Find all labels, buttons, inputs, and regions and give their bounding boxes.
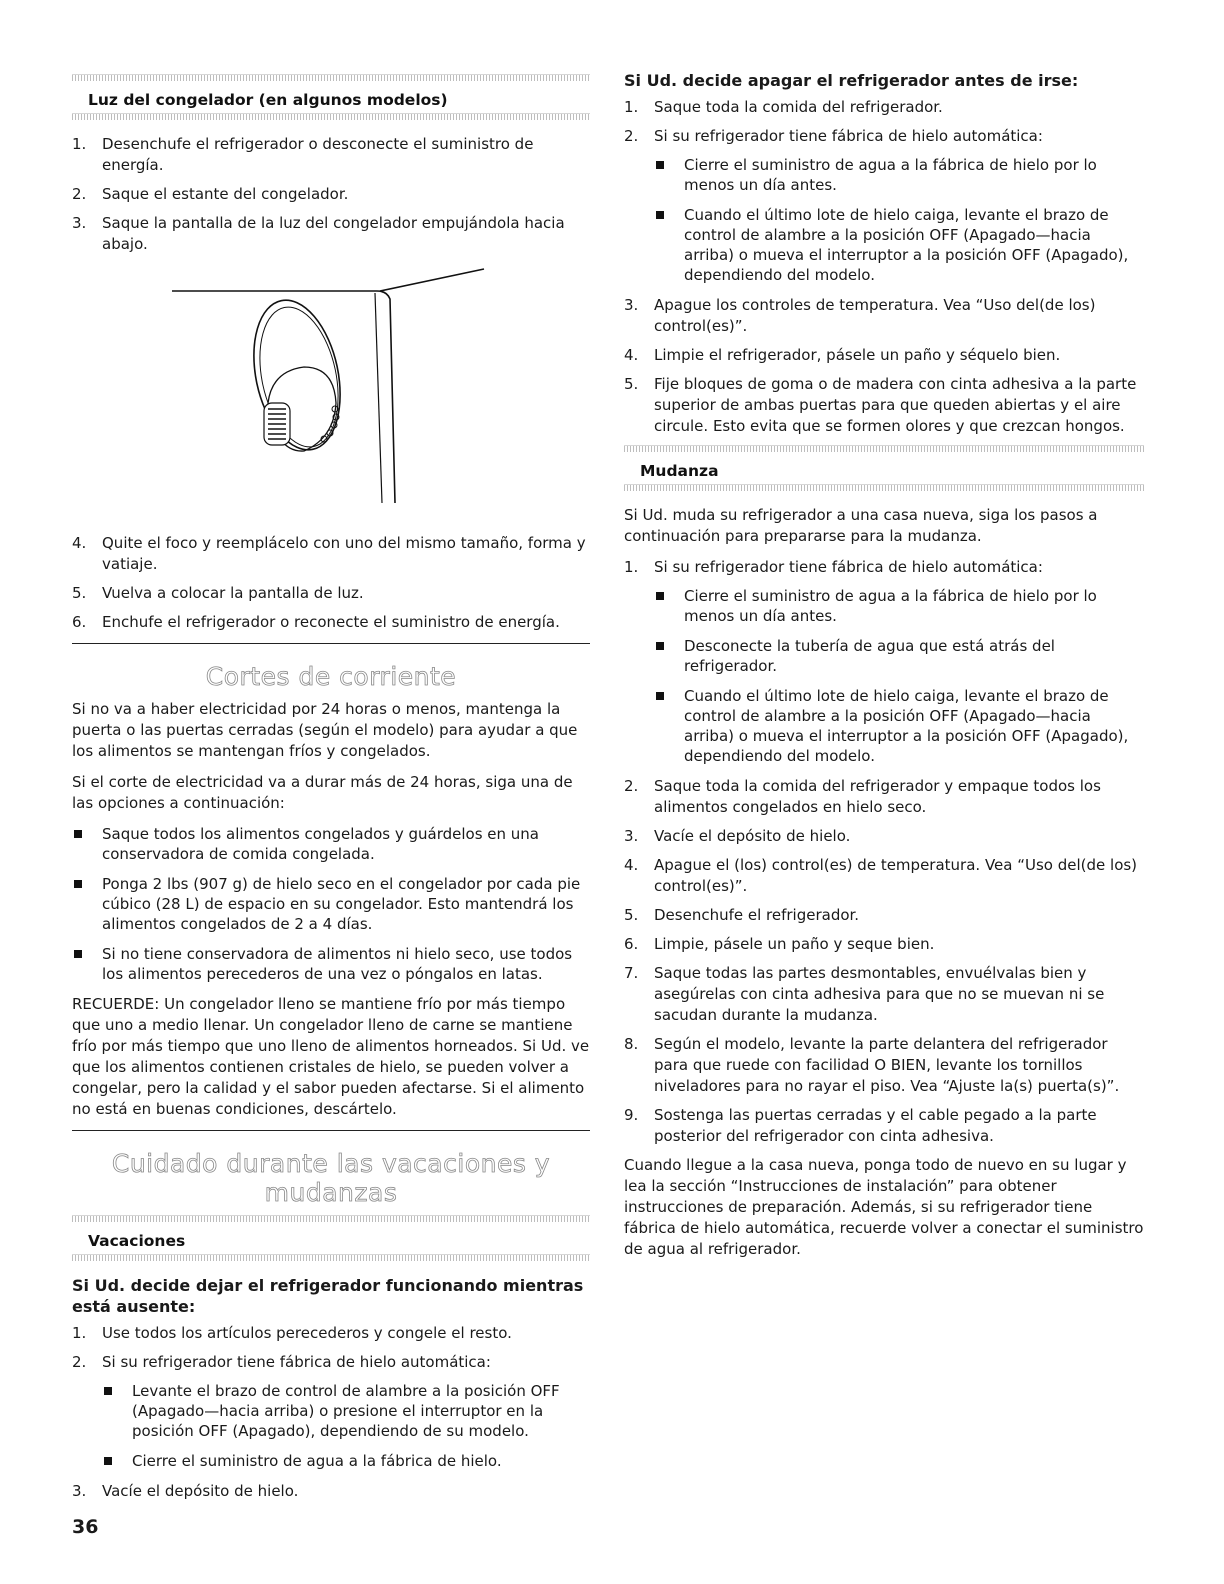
light-shield-drawing: [72, 263, 590, 523]
moving-steps: [624, 557, 1144, 1147]
list-item: 5. Desenchufe el refrigerador.: [624, 906, 860, 924]
freezer-light-steps-a: [72, 134, 590, 255]
list-item: Desconecte la tubería de agua que está atrás del refrigerador.: [654, 636, 1144, 676]
hatch-divider: [624, 445, 1144, 452]
bullet-square-icon: [104, 1457, 112, 1465]
vacations-heading-block: [72, 1215, 590, 1261]
list-item: 5. Fije bloques de goma o de madera con cinta adhesiva a la parte superior de ambas puertas para que queden abiertas y el aire circule. Esto evita que se formen olores y que crezcan hongos.: [624, 375, 1137, 435]
list-item: 7. Saque todas las partes desmontables, envuélvalas bien y asegúrelas con cinta adhesiva para que no se muevan ni se sacudan durante la mudanza.: [624, 964, 1105, 1024]
freezer-light-heading: Luz del congelador (en algunos modelos): [88, 91, 448, 109]
hatch-divider: [72, 1215, 590, 1222]
remember-note: RECUERDE: Un congelador lleno se mantiene frío por más tiempo que uno a medio llenar. Un congelador lleno de carne se mantiene frío por más tiempo que uno lleno de alimentos horneados. Si Ud. ve que los alimentos contienen cristales de hielo, se pueden volver a congelar, pero la calidad y el sabor pueden afectarse. Si el alimento no está en buenas condiciones, descártelo.: [72, 995, 590, 1118]
running-while-away-heading: Si Ud. decide dejar el refrigerador funcionando mientras está ausente:: [72, 1276, 584, 1316]
list-item: 4. Limpie el refrigerador, pásele un paño y séquelo bien.: [624, 346, 1061, 364]
list-item: Levante el brazo de control de alambre a la posición OFF (Apagado—hacia arriba) o presione el interruptor en la posición OFF (Apagado), dependiendo de su modelo.: [102, 1381, 590, 1441]
list-item: 9. Sostenga las puertas cerradas y el cable pegado a la parte posterior del refrigerador con cinta adhesiva.: [624, 1106, 1097, 1145]
list-item: 4. Quite el foco y reemplácelo con uno del mismo tamaño, forma y vatiaje.: [72, 534, 586, 573]
freezer-light-illustration: [72, 263, 590, 523]
icemaker-bullets: [654, 155, 1144, 285]
list-item: 2. Si su refrigerador tiene fábrica de hielo automática: Cierre el suministro de agua a la fábrica de hielo por lo menos un día antes. Cuando el último lote de hielo caiga, levante el brazo de control de alambre a la posición OFF (Apagado—hacia arriba) o mueva el interruptor a la posición OFF (Apagado), dependiendo del modelo.: [624, 126, 1144, 285]
list-item: 3. Saque la pantalla de la luz del congelador empujándola hacia abajo.: [72, 214, 565, 253]
moving-intro: Si Ud. muda su refrigerador a una casa nueva, siga los pasos a continuación para prepararse para la mudanza.: [624, 506, 1098, 545]
right-column: [624, 70, 1144, 1270]
list-item: Cierre el suministro de agua a la fábrica de hielo por lo menos un día antes.: [654, 155, 1144, 195]
power-outage-heading: Cortes de corriente: [205, 662, 457, 691]
section-rule: [72, 1130, 590, 1131]
vacation-moving-heading: Cuidado durante las vacaciones y mudanzas: [111, 1149, 551, 1207]
list-item: 3. Apague los controles de temperatura. Vea “Uso del(de los) control(es)”.: [624, 296, 1096, 335]
list-item: 4. Apague el (los) control(es) de temperatura. Vea “Uso del(de los) control(es)”.: [624, 856, 1138, 895]
freezer-light-heading-block: [72, 74, 590, 120]
hatch-divider: [72, 113, 590, 120]
vacation-running-steps: [72, 1323, 590, 1502]
list-item: 1. Saque toda la comida del refrigerador.: [624, 98, 943, 116]
list-item: 6. Enchufe el refrigerador o reconecte el suministro de energía.: [72, 613, 560, 631]
list-item: Cierre el suministro de agua a la fábrica de hielo.: [102, 1451, 590, 1471]
turn-off-steps: [624, 97, 1144, 437]
hatch-divider: [72, 74, 590, 81]
bullet-square-icon: [104, 1387, 112, 1395]
hatch-divider: [624, 484, 1144, 491]
list-item: Cuando el último lote de hielo caiga, levante el brazo de control de alambre a la posición OFF (Apagado—hacia arriba) o mueva el interruptor a la posición OFF (Apagado), dependiendo del modelo.: [654, 205, 1144, 285]
list-item: Cierre el suministro de agua a la fábrica de hielo por lo menos un día antes.: [654, 586, 1144, 626]
list-item: Saque todos los alimentos congelados y guárdelos en una conservadora de comida congelada.: [72, 824, 590, 864]
list-item: 3. Vacíe el depósito de hielo.: [72, 1482, 299, 1500]
moving-heading-block: [624, 445, 1144, 491]
power-outage-paragraph-2: Si el corte de electricidad va a durar más de 24 horas, siga una de las opciones a continuación:: [72, 773, 573, 812]
bullet-square-icon: [656, 211, 664, 219]
bullet-square-icon: [74, 830, 82, 838]
bullet-square-icon: [656, 592, 664, 600]
bullet-square-icon: [74, 880, 82, 888]
bullet-square-icon: [656, 692, 664, 700]
turn-off-heading: Si Ud. decide apagar el refrigerador antes de irse:: [624, 71, 1079, 90]
freezer-light-steps-b: [72, 533, 590, 633]
moving-heading: Mudanza: [640, 462, 719, 480]
list-item: Cuando el último lote de hielo caiga, levante el brazo de control de alambre a la posición OFF (Apagado—hacia arriba) o mueva el interruptor a la posición OFF (Apagado), dependiendo del modelo.: [654, 686, 1144, 766]
power-outage-options: [72, 824, 590, 984]
vacations-heading: Vacaciones: [88, 1232, 186, 1250]
list-item: Ponga 2 lbs (907 g) de hielo seco en el congelador por cada pie cúbico (28 L) de espacio en su congelador. Esto mantendrá los alimentos congelados de 2 a 4 días.: [72, 874, 590, 934]
section-rule: [72, 643, 590, 644]
hatch-divider: [72, 1254, 590, 1261]
bullet-square-icon: [656, 161, 664, 169]
bullet-square-icon: [656, 642, 664, 650]
list-item: 1. Use todos los artículos perecederos y congele el resto.: [72, 1324, 512, 1342]
list-item: 2. Saque toda la comida del refrigerador y empaque todos los alimentos congelados en hielo seco.: [624, 777, 1101, 816]
list-item: 5. Vuelva a colocar la pantalla de luz.: [72, 584, 364, 602]
bullet-square-icon: [74, 950, 82, 958]
left-column: [72, 70, 590, 1510]
page-number: 36: [72, 1516, 99, 1538]
list-item: 2. Si su refrigerador tiene fábrica de hielo automática: Levante el brazo de control de alambre a la posición OFF (Apagado—hacia arriba) o presione el interruptor en la posición OFF (Apagado), dependiendo de su modelo. Cierre el suministro de agua a la fábrica de hielo.: [72, 1352, 590, 1471]
power-outage-paragraph-1: Si no va a haber electricidad por 24 horas o menos, mantenga la puerta o las puertas cerradas (según el modelo) para ayudar a que los alimentos se mantengan fríos y congelados.: [72, 700, 578, 760]
list-item: 2. Saque el estante del congelador.: [72, 185, 349, 203]
list-item: 1. Si su refrigerador tiene fábrica de hielo automática: Cierre el suministro de agua a la fábrica de hielo por lo menos un día antes. Desconecte la tubería de agua que está atrás del refrigerador. Cuando el último lote de hielo caiga, levante el brazo de control de alambre a la posición OFF (Apagado—hacia arriba) o mueva el interruptor a la posición OFF (Apagado), dependiendo del modelo.: [624, 557, 1144, 766]
list-item: 8. Según el modelo, levante la parte delantera del refrigerador para que ruede con facilidad O BIEN, levante los tornillos niveladores para no rayar el piso. Vea “Ajuste la(s) puerta(s)”.: [624, 1035, 1120, 1095]
list-item: Si no tiene conservadora de alimentos ni hielo seco, use todos los alimentos perecederos de una vez o póngalos en latas.: [72, 944, 590, 984]
list-item: 3. Vacíe el depósito de hielo.: [624, 827, 851, 845]
icemaker-bullets: [654, 586, 1144, 766]
list-item: 6. Limpie, pásele un paño y seque bien.: [624, 935, 935, 953]
moving-closing: Cuando llegue a la casa nueva, ponga todo de nuevo en su lugar y lea la sección “Instrucciones de instalación” para obtener instrucciones de preparación. Además, si su refrigerador tiene fábrica de hielo automática, recuerde volver a conectar el suministro de agua al refrigerador.: [624, 1156, 1144, 1258]
list-item: 1. Desenchufe el refrigerador o desconecte el suministro de energía.: [72, 135, 534, 174]
icemaker-bullets: [102, 1381, 590, 1471]
